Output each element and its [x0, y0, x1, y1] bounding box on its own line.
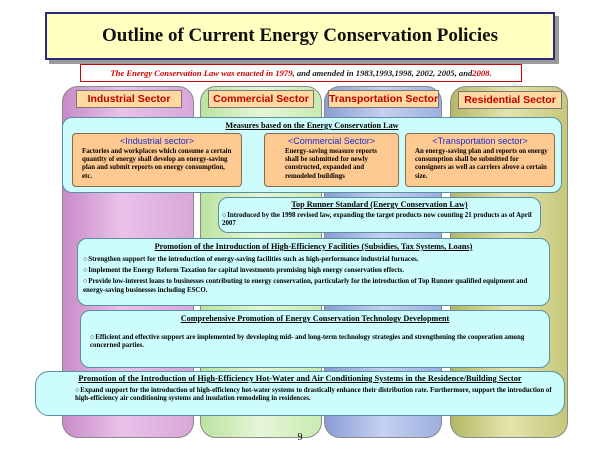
commercial-measure-box [264, 133, 399, 187]
industrial-sector-label: Industrial Sector [76, 90, 182, 108]
hot-water-air-conditioning-header: Promotion of the Introduction of High-Efficiency Hot-Water and Air Conditioning Systems in the Residence/Building Sector [78, 374, 522, 383]
law-history-note [80, 64, 522, 82]
measures-header: Measures based on the Energy Conservation Law [225, 121, 399, 130]
transportation-measure-box [405, 133, 555, 187]
hot-water-air-conditioning-text [75, 386, 559, 403]
page-number: 9 [297, 432, 303, 443]
list-item: ○ Efficient and effective support are implemented by developing mid- and long-term technology strategies and strengthening the cooperation among concerned parties. [90, 333, 530, 350]
list-item: ○ Provide low-interest loans to businesses contributing to energy conservation, particularly for the introduction of Top Runner qualified equipment and energy-saving businesses including ESCO. [83, 277, 545, 294]
residential-sector-label: Residential Sector [458, 91, 562, 109]
industrial-measure-text: Factories and workplaces which consume a certain quantity of energy shall develop an energy-saving plan and submit reports on energy consumption, etc. [82, 148, 232, 180]
technology-development-header: Comprehensive Promotion of Energy Conservation Technology Development [180, 314, 450, 323]
commercial-measure-title: <Commercial Sector> [287, 136, 376, 146]
transportation-measure-title: <Transportation sector> [432, 136, 528, 146]
industrial-measure-title: <Industrial sector> [119, 136, 195, 146]
page-title: Outline of Current Energy Conservation Policies [45, 12, 555, 60]
commercial-sector-label: Commercial Sector [208, 90, 314, 108]
list-item: ○ Introduced by the 1998 revised law, expanding the target products now counting 21 products as of April 2007 [222, 211, 538, 228]
transportation-measure-text: An energy-saving plan and reports on energy consumption shall be submitted for consigners as well as carriers above a certain size. [415, 148, 548, 180]
law-note-latest-year: 2008. [472, 68, 492, 78]
high-efficiency-facilities-header: Promotion of the Introduction of High-Efficiency Facilities (Subsidies, Tax Systems, Loans) [154, 242, 473, 251]
top-runner-text [222, 211, 538, 228]
list-item: ○ Expand support for the introduction of high-efficiency hot-water systems to drastically enhance their distribution rate. Furthermore, support the introduction of high-efficiency air conditioning systems and insulation remodeling in residences. [75, 386, 559, 403]
top-runner-header: Top Runner Standard (Energy Conservation Law) [291, 200, 468, 209]
industrial-measure-box [72, 133, 242, 187]
law-note-amended: , and amended in 1983,1993,1998, 2002, 2005, and [292, 68, 473, 78]
commercial-measure-text: Energy-saving measure reports shall be submitted for newly constructed, expanded and remodeled buildings [285, 148, 377, 180]
transportation-sector-label: Transportation Sector [328, 90, 439, 108]
high-efficiency-facilities-text [83, 255, 545, 295]
law-note-enacted: The Energy Conservation Law was enacted in 1979 [110, 68, 293, 78]
list-item: ○ Implement the Energy Reform Taxation for capital investments promising high energy conservation effects. [83, 266, 545, 275]
technology-development-text [90, 333, 530, 350]
list-item: ○ Strengthen support for the introduction of energy-saving facilities such as high-performance industrial furnaces. [83, 255, 545, 264]
